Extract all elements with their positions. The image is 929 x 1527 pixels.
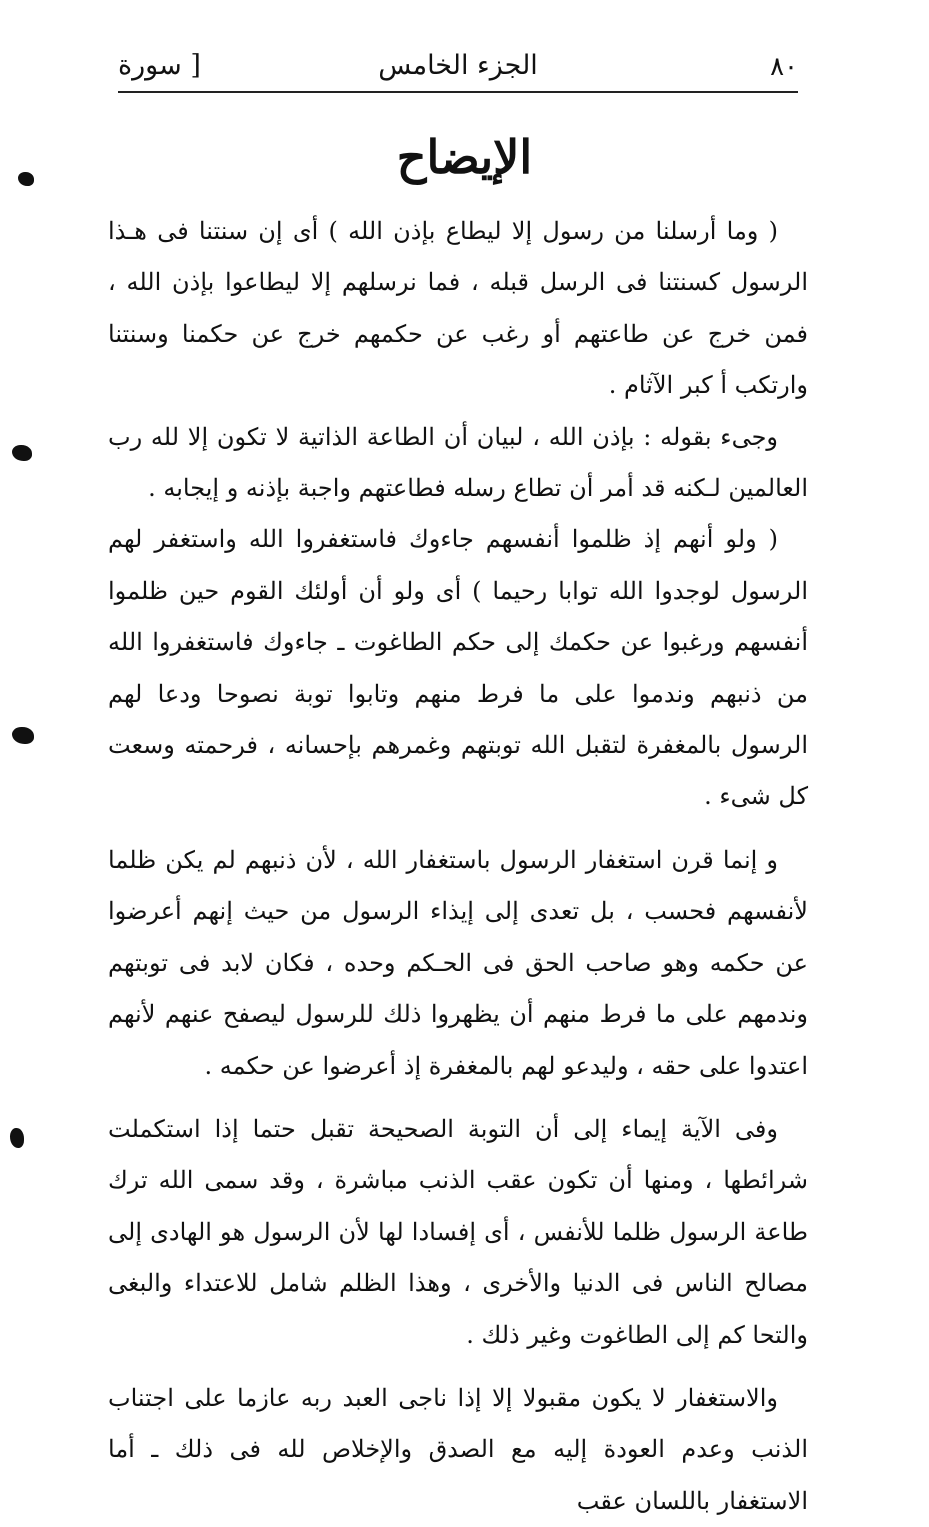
header-rule bbox=[118, 91, 798, 93]
paragraph: و إنما قرن استغفار الرسول باستغفار الله ، لأن ذنبهم لم يكن ظلما لأنفسهم فحسب ، بل تعدى إلى إيذاء الرسول من حيث إنهم أعرضوا عن حكمه وهو صاحب الحق فى الحـكم وحده ، فكان لابد فى توبتهم وندمهم على ما فرط منهم أن يظهروا ذلك للرسول ليصفح عنهم لأنهم اعتدوا على حقه ، وليدعو لهم بالمغفرة إذ أعرضوا عن حكمه . bbox=[108, 845, 808, 1080]
scan-speck bbox=[10, 1128, 24, 1148]
paragraph: وفى الآية إيماء إلى أن التوبة الصحيحة تقبل حتما إذا استكملت شرائطها ، ومنها أن تكون عقب الذنب مباشرة ، وقد سمى الله ترك طاعة الرسول ظلما للأنفس ، أى إفسادا لها لأن الرسول هو الهادى إلى مصالح الناس فى الدنيا والأخرى ، وهذا الظلم شامل للاعتداء والبغى والتحا كم إلى الطاغوت وغير ذلك . bbox=[108, 1114, 808, 1349]
scan-speck bbox=[18, 172, 34, 186]
paragraph: وجىء بقوله : بإذن الله ، لبيان أن الطاعة الذاتية لا تكون إلا لله رب العالمين لـكنه قد أمر أن تطاع رسله فطاعتهم واجبة بإذنه و إيجابه . bbox=[108, 422, 808, 503]
running-header bbox=[118, 48, 798, 88]
body-text bbox=[108, 206, 808, 1527]
paragraph: ( وما أرسلنا من رسول إلا ليطاع بإذن الله ) أى إن سنتنا فى هـذا الرسول كسنتنا فى الرسل قبله ، فما نرسلهم إلا ليطاعوا بإذن الله ، فمن خرج عن طاعتهم أو رغب عن حكمهم خرج عن حكمنا وسنتنا وارتكب أ كبر الآثام . bbox=[108, 217, 808, 400]
section-heading: الإيضاح bbox=[396, 130, 533, 184]
paragraph: والاستغفار لا يكون مقبولا إلا إذا ناجى العبد ربه عازما على اجتناب الذنب وعدم العودة إليه مع الصدق والإخلاص لله فى ذلك ـ أما الاستغفار باللسان عقب bbox=[108, 1383, 808, 1515]
surah-label: [ سورة bbox=[118, 50, 201, 81]
scan-speck bbox=[12, 727, 34, 744]
running-title: الجزء الخامس bbox=[378, 50, 538, 81]
paragraph: ( ولو أنهم إذ ظلموا أنفسهم جاءوك فاستغفروا الله واستغفر لهم الرسول لوجدوا الله توابا رحيما ) أى ولو أن أولئك القوم حين ظلموا أنفسهم ورغبوا عن حكمك إلى حكم الطاغوت ـ جاءوك فاستغفروا الله من ذنبهم وندموا على ما فرط منهم وتابوا توبة نصوحا ودعا لهم الرسول بالمغفرة لتقبل الله توبتهم وغمرهم بإحسانه ، فرحمته وسعت كل شىء . bbox=[108, 525, 808, 811]
page-number: ٨٠ bbox=[770, 52, 798, 82]
scan-speck bbox=[12, 445, 32, 461]
